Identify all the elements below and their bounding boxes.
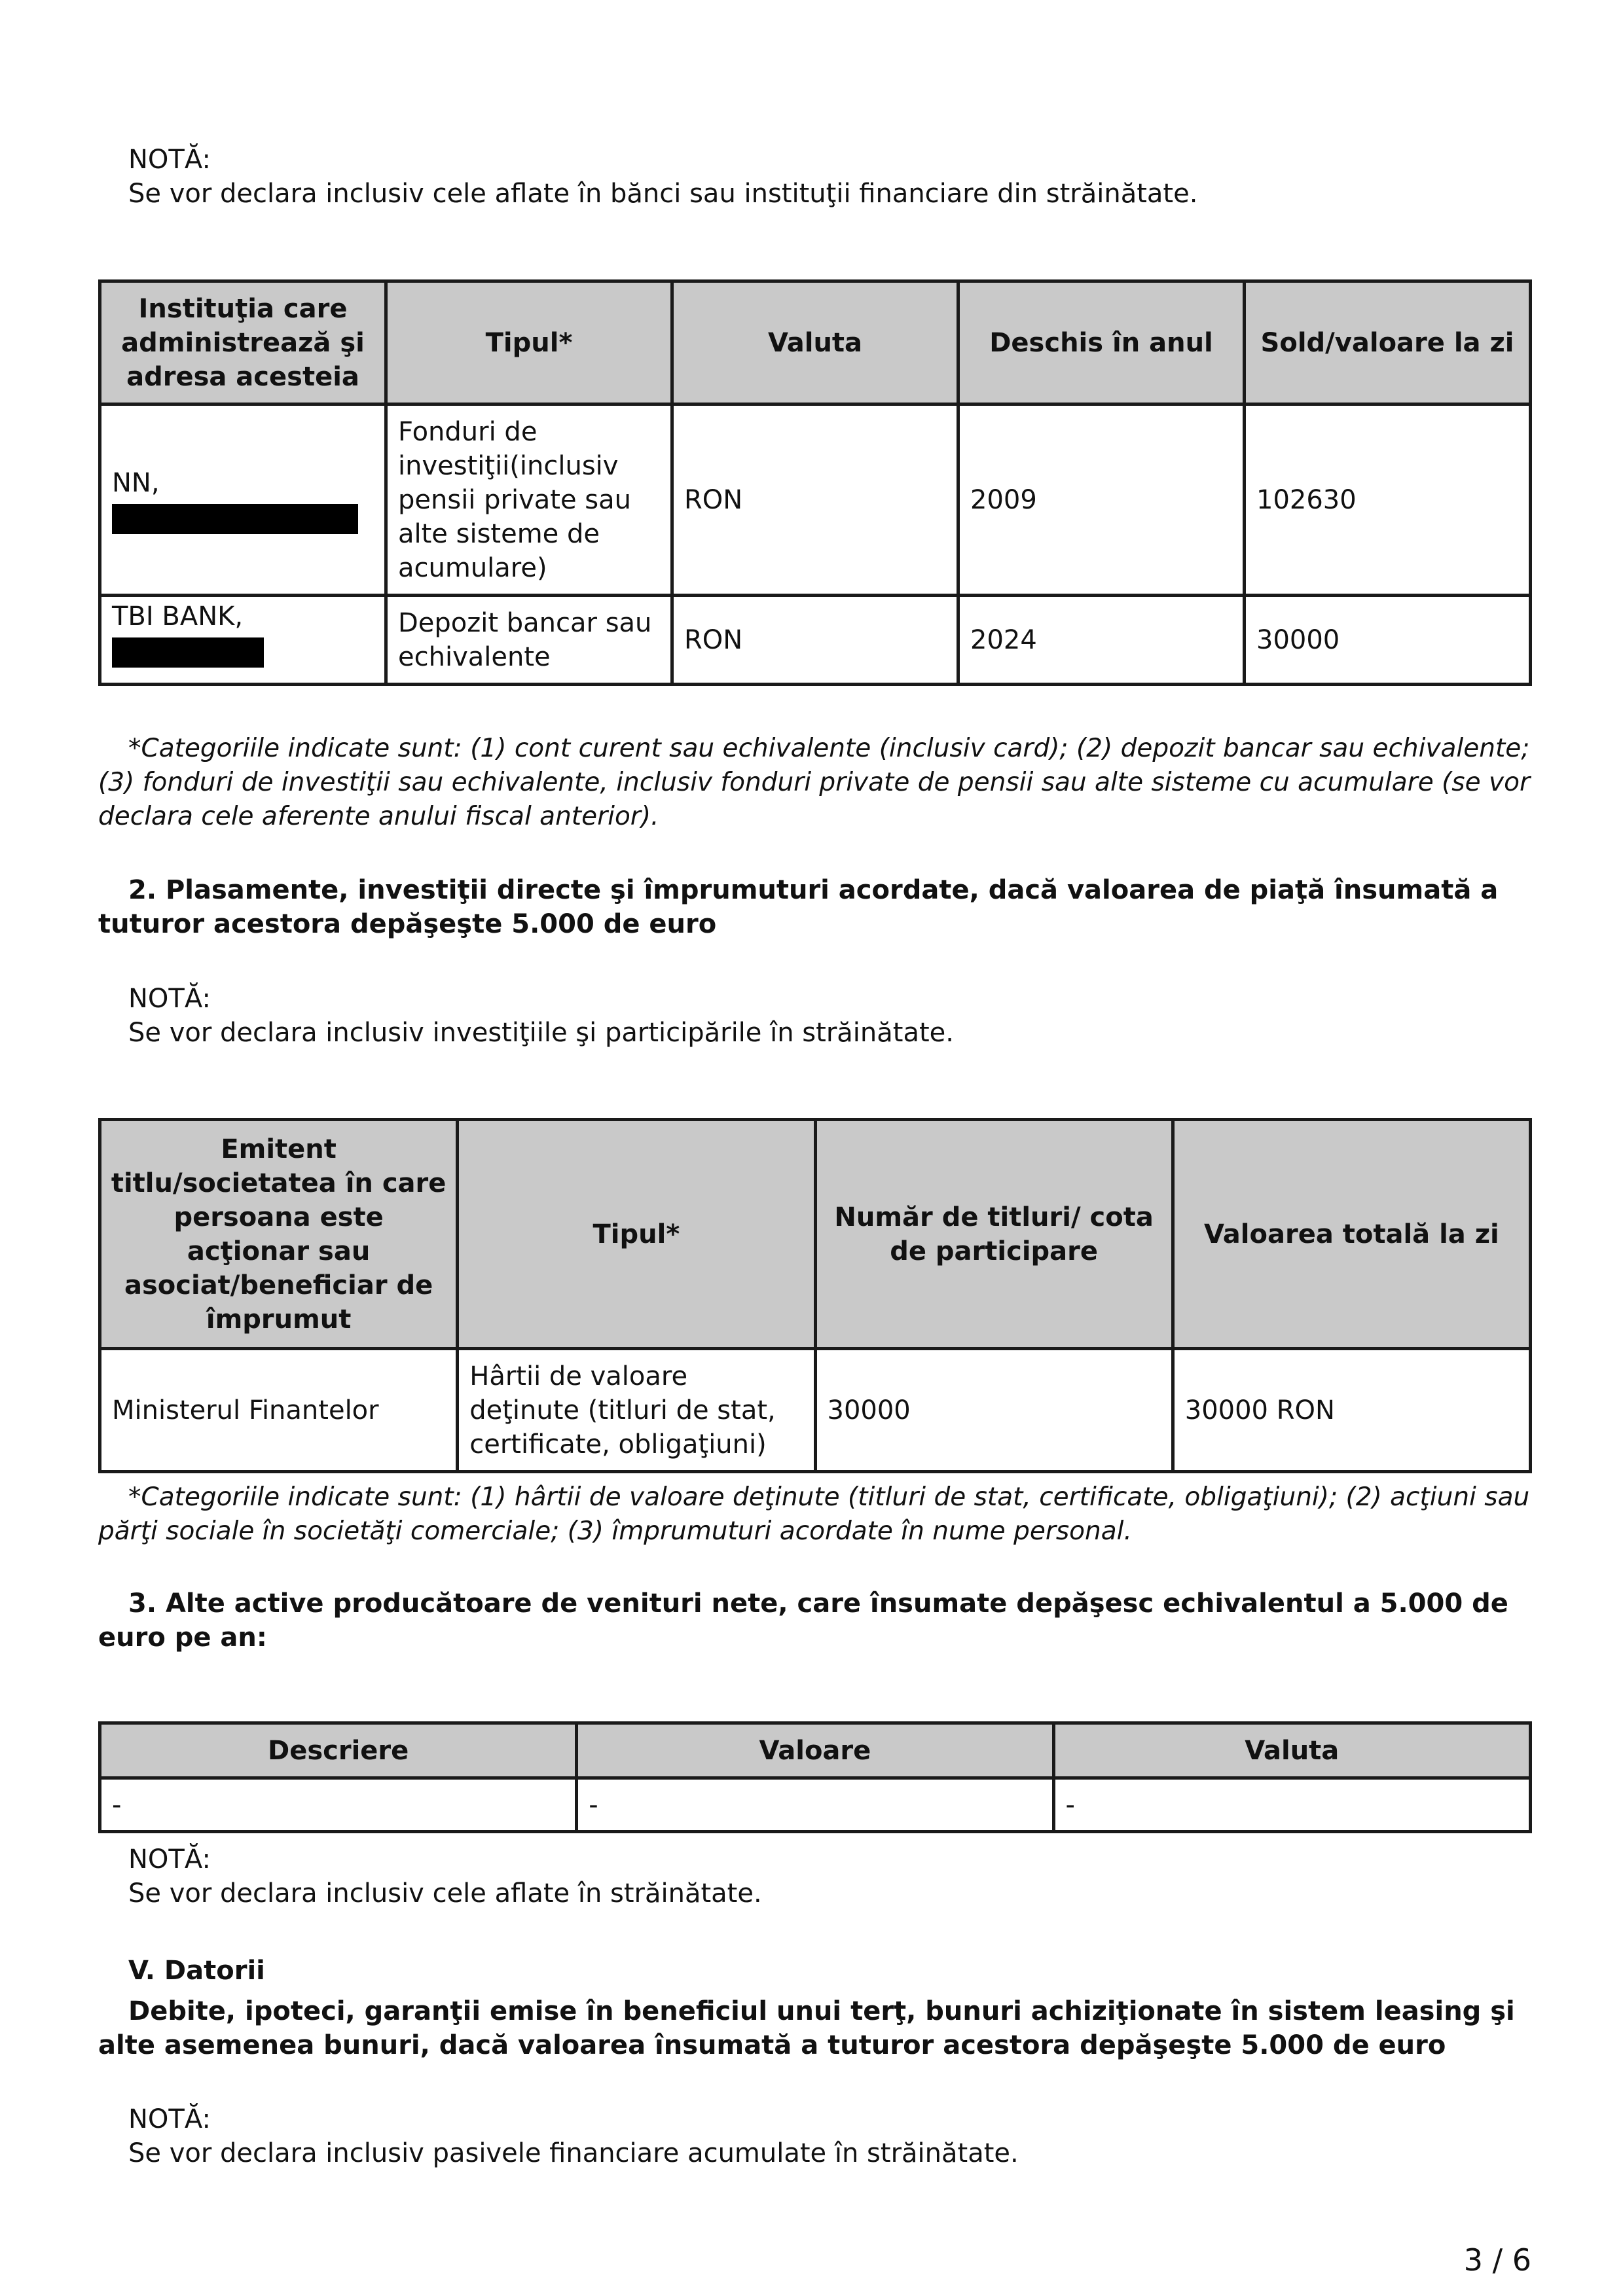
balance-cell: 102630 — [1245, 404, 1531, 596]
type-cell: Fonduri de investiţii(inclusiv pensii private sau alte sisteme de acumulare) — [386, 404, 672, 596]
bank-accounts-table — [98, 279, 1532, 686]
note-label: NOTĂ: — [128, 984, 211, 1014]
col-count-header: Număr de titluri/ cota de participare — [815, 1120, 1173, 1349]
note-label: NOTĂ: — [128, 1844, 211, 1874]
bank-accounts-table-wrap — [98, 279, 1532, 686]
total-cell: 30000 RON — [1173, 1349, 1530, 1472]
table-row — [100, 596, 1531, 685]
issuer-cell: Ministerul Finantelor — [100, 1349, 458, 1472]
table-header-row — [100, 281, 1531, 404]
note-text: Se vor declara inclusiv cele aflate în bănci sau instituţii financiare din străinătate. — [128, 179, 1198, 209]
description-cell: - — [100, 1778, 577, 1832]
note-block — [98, 143, 1562, 211]
investments-table — [98, 1118, 1532, 1473]
note-text: Se vor declara inclusiv cele aflate în străinătate. — [128, 1878, 762, 1909]
note-label: NOTĂ: — [128, 2104, 211, 2134]
table-footnote: *Categoriile indicate sunt: (1) cont curent sau echivalente (inclusiv card); (2) depozit bancar sau echivalente; (3) fonduri de investiţii sau echivalente, inclusiv fonduri private de pensii sau alte sisteme cu acumulare (se vor declara cele aferente anului fiscal anterior). — [98, 734, 1530, 831]
col-description-header: Descriere — [100, 1723, 577, 1778]
col-year-header: Deschis în anul — [958, 281, 1245, 404]
currency-cell: RON — [672, 404, 958, 596]
note-block — [98, 982, 1562, 1050]
redaction-bar — [112, 637, 264, 668]
redaction-bar — [112, 504, 358, 534]
col-currency-header: Valuta — [1053, 1723, 1531, 1778]
table-header-row — [100, 1723, 1531, 1778]
section-heading: 2. Plasamente, investiţii directe şi împrumuturi acordate, dacă valoarea de piaţă însumată a tuturor acestora depăşeşte 5.000 de euro — [98, 875, 1499, 939]
section-title: V. Datorii — [128, 1956, 265, 1986]
table-row — [100, 1778, 1531, 1832]
col-currency-header: Valuta — [672, 281, 958, 404]
institution-name: NN, — [112, 467, 160, 498]
year-cell: 2024 — [958, 596, 1245, 685]
col-type-header: Tipul* — [386, 281, 672, 404]
value-cell: - — [577, 1778, 1053, 1832]
col-value-header: Valoare — [577, 1723, 1053, 1778]
table-header-row — [100, 1120, 1531, 1349]
year-cell: 2009 — [958, 404, 1245, 596]
table-footnote: *Categoriile indicate sunt: (1) hârtii de valoare deţinute (titluri de stat, certificate, obligaţiuni); (2) acţiuni sau părţi sociale în societăţi comerciale; (3) împrumuturi acordate în nume personal. — [98, 1482, 1530, 1546]
note-text: Se vor declara inclusiv investiţiile şi participările în străinătate. — [128, 1018, 954, 1048]
page-number: 3 / 6 — [1463, 2242, 1531, 2278]
note-text: Se vor declara inclusiv pasivele financiare acumulate în străinătate. — [128, 2138, 1019, 2168]
balance-cell: 30000 — [1245, 596, 1531, 685]
col-balance-header: Sold/valoare la zi — [1245, 281, 1531, 404]
type-cell: Hârtii de valoare deţinute (titluri de stat, certificate, obligaţiuni) — [458, 1349, 815, 1472]
col-issuer-header: Emitent titlu/societatea în care persoana este acţionar sau asociat/beneficiar de împrumut — [100, 1120, 458, 1349]
section-heading: Debite, ipoteci, garanţii emise în beneficiul unui terţ, bunuri achiziţionate în sistem leasing şi alte asemenea bunuri, dacă valoarea însumată a tuturor acestora depăşeşte 5.000 de euro — [98, 1996, 1515, 2060]
institution-cell — [100, 596, 386, 685]
col-type-header: Tipul* — [458, 1120, 815, 1349]
type-cell: Depozit bancar sau echivalente — [386, 596, 672, 685]
section-heading: 3. Alte active producătoare de venituri nete, care însumate depăşesc echivalentul a 5.000 de euro pe an: — [98, 1588, 1508, 1653]
note-label: NOTĂ: — [128, 145, 211, 175]
institution-name: TBI BANK, — [112, 601, 244, 632]
other-assets-table — [98, 1721, 1532, 1833]
note-block — [98, 2102, 1562, 2170]
col-institution-header: Instituţia care administrează şi adresa acesteia — [100, 281, 386, 404]
note-block — [98, 1842, 1562, 1910]
table-row — [100, 404, 1531, 596]
currency-cell: - — [1053, 1778, 1531, 1832]
other-assets-table-wrap — [98, 1721, 1532, 1833]
count-cell: 30000 — [815, 1349, 1173, 1472]
investments-table-wrap — [98, 1118, 1532, 1473]
institution-cell — [100, 404, 386, 596]
col-total-header: Valoarea totală la zi — [1173, 1120, 1530, 1349]
table-row — [100, 1349, 1531, 1472]
currency-cell: RON — [672, 596, 958, 685]
